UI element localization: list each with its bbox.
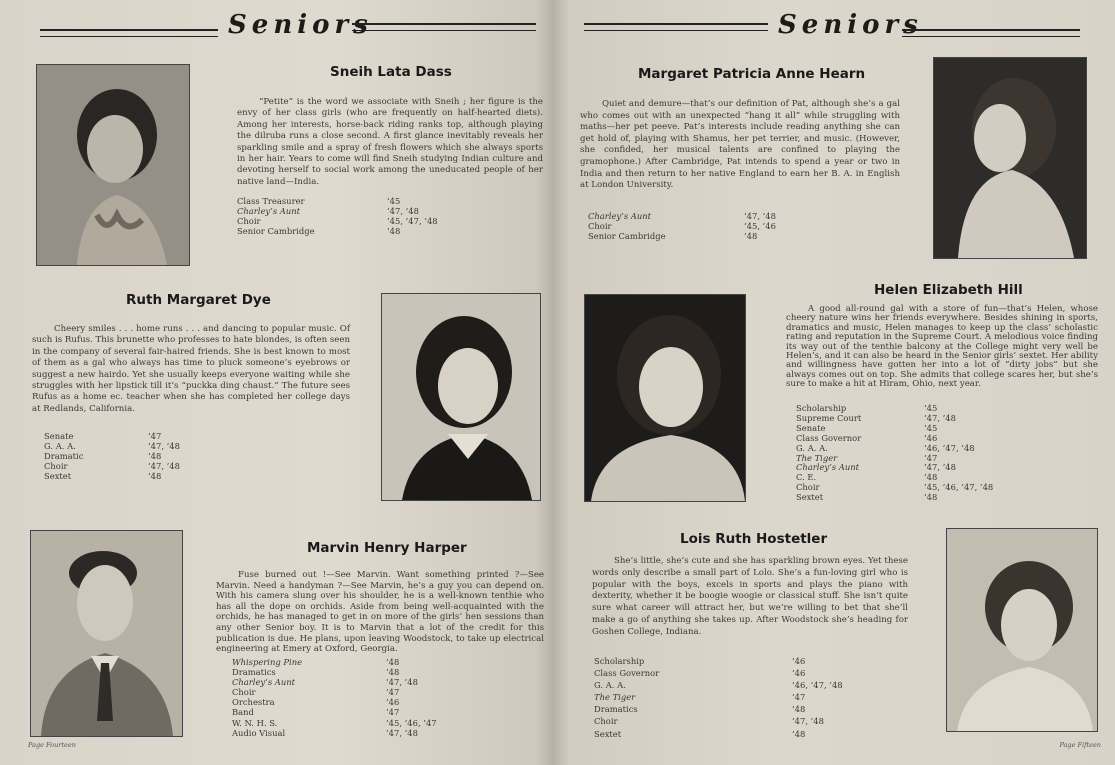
page-number: Page Fifteen [1059, 741, 1101, 749]
activity-row [44, 471, 180, 481]
activity-row [594, 679, 843, 691]
activity-list [237, 196, 438, 236]
activity-row [594, 667, 843, 679]
activity-years: ’47, ’48 [387, 206, 419, 217]
portrait-photo [30, 530, 183, 737]
activity-list [44, 431, 180, 481]
header-rule-right [902, 29, 1080, 37]
activity-name: Scholarship [796, 403, 847, 413]
activity-years: ’45, ’47, ’48 [387, 216, 438, 227]
activity-row [594, 728, 843, 740]
activity-years: ’47 [924, 452, 938, 463]
activity-row [594, 691, 843, 703]
student-name: Helen Elizabeth Hill [874, 282, 1023, 298]
activity-years: ’47, ’48 [386, 677, 418, 688]
activity-name: Senate [44, 431, 74, 441]
activity-row [237, 206, 438, 216]
activity-years: ’47, ’48 [924, 462, 956, 473]
activity-row [232, 677, 437, 687]
activity-list [588, 211, 776, 241]
activity-years: ’45 [924, 422, 938, 433]
activity-name: Choir [588, 221, 612, 232]
activity-name: Choir [237, 216, 261, 227]
header-rule-left [40, 29, 218, 37]
activity-list [594, 655, 843, 740]
activity-name: Charley’s Aunt [237, 206, 300, 217]
left-header [40, 10, 540, 46]
header-rule-right [352, 23, 536, 31]
activity-years: ’48 [924, 492, 938, 503]
activity-years: ’47, ’48 [386, 727, 418, 738]
activity-name: Class Governor [594, 668, 660, 679]
activity-row [796, 493, 993, 503]
activity-name: Whispering Pine [232, 657, 303, 667]
activity-row [237, 226, 438, 236]
activity-row [237, 196, 438, 206]
header-title: Seniors [228, 10, 373, 40]
activity-years: ’46, ’47, ’48 [792, 680, 843, 691]
activity-name: The Tiger [796, 452, 838, 463]
activity-name: Dramatics [232, 667, 276, 678]
activity-row [232, 667, 437, 677]
activity-years: ’46 [792, 668, 806, 679]
page-number: Page Fourteen [28, 741, 76, 749]
activity-years: ’45 [387, 196, 401, 206]
activity-name: G. A. A. [796, 442, 828, 453]
portrait-image [382, 294, 540, 500]
activity-row [232, 697, 437, 707]
portrait-image [31, 531, 182, 736]
activity-name: Orchestra [232, 697, 275, 708]
activity-name: Charley’s Aunt [796, 462, 859, 473]
right-header [584, 10, 1084, 46]
activity-name: The Tiger [594, 692, 636, 703]
activity-row [44, 461, 180, 471]
activity-row [44, 451, 180, 461]
activity-name: W. N. H. S. [232, 717, 278, 728]
activity-years: ’45, ’46, ’47 [386, 717, 437, 728]
activity-name: Sextet [796, 492, 824, 503]
activity-list [796, 404, 993, 503]
activity-row [594, 703, 843, 715]
student-name: Sneih Lata Dass [330, 64, 452, 80]
activity-years: ’48 [148, 451, 162, 462]
student-bio: Cheery smiles . . . home runs . . . and dancing to popular music. Of such is Rufus. This brunette who professes to hate blondes, is often seen in the company of several fair-haired friends. She is best known to most of them as a gal who always has time to pluck someone’s eyebrows or suggest a new hairdo. Yet she usually keeps everyone waiting while she struggles with her lipstick till it’s “puckka ding chaust.” The future sees Rufus as a home ec. teacher when she has completed her college days at Redlands, California. [32, 324, 350, 414]
activity-row [594, 715, 843, 727]
activity-years: ’47, ’48 [744, 211, 776, 221]
activity-years: ’46 [792, 656, 806, 666]
activity-name: Scholarship [594, 656, 645, 666]
activity-row [588, 211, 776, 221]
activity-name: C. E. [796, 472, 817, 483]
activity-name: Senior Cambridge [237, 226, 315, 237]
activity-row [232, 718, 437, 728]
portrait-photo [381, 293, 541, 501]
activity-name: G. A. A. [44, 441, 76, 452]
activity-years: ’45 [924, 403, 938, 413]
activity-row [796, 414, 993, 424]
activity-name: Choir [232, 687, 256, 698]
activity-row [796, 463, 993, 473]
portrait-photo [933, 57, 1087, 259]
activity-years: ’47, ’48 [924, 412, 956, 423]
activity-years: ’47 [386, 687, 400, 698]
activity-row [588, 221, 776, 231]
activity-years: ’47 [792, 692, 806, 703]
student-name: Marvin Henry Harper [307, 540, 467, 556]
header-rule-left [584, 23, 768, 31]
right-page [552, 0, 1115, 765]
activity-years: ’45, ’46, ’47, ’48 [924, 482, 994, 493]
activity-row [44, 441, 180, 451]
activity-row [44, 431, 180, 441]
activity-row [232, 707, 437, 717]
portrait-image [37, 65, 189, 265]
portrait-photo [946, 528, 1098, 732]
student-bio: “Petite” is the word we associate with Sneih ; her figure is the envy of her class girls (who are frequently on half-hearted diets). Among her interests, horse-back riding ranks top, although playing the dilruba runs a close second. A first glance inevitably reveals her sparkling smile and a spray of fresh flowers which she always sports in her hair. Years to come will find Sneih studying Indian culture and devoting herself to social work among the uneducated people of her native land—India. [237, 97, 543, 187]
student-bio: Fuse burned out !—See Marvin. Want something printed ?—See Marvin. Need a handyman ?—See Marvin, he’s a guy you can depend on. With his camera slung over his shoulder, he is a well-known tenthie who has all the dope on orchids. Aside from being well-acquainted with the orchids, he has managed to get in on more of the girls’ hen sessions than any other Senior boy. It is to Marvin that a lot of the credit for this publication is due. He plans, upon leaving Woodstock, to take up electrical engineering at Emery at Oxford, Georgia. [216, 570, 544, 655]
activity-years: ’48 [792, 704, 806, 715]
student-name: Ruth Margaret Dye [126, 292, 271, 308]
activity-name: Band [232, 707, 254, 718]
activity-name: Class Governor [796, 432, 862, 443]
activity-years: ’47, ’48 [148, 441, 180, 452]
activity-years: ’47, ’48 [792, 716, 824, 727]
activity-years: ’48 [386, 667, 400, 678]
student-bio: Quiet and demure—that’s our definition of Pat, although she’s a gal who comes out with an unexpected “hang it all” while struggling with maths—her pet peeve. Pat’s interests include reading anything she can get hold of, playing with Shamus, her pet terrier, and music. (However, she confided, her musical talents are confined to playing the gramophone.) After Cambridge, Pat intends to spend a year or two in India and then return to her native England to earn her B. A. in English at London University. [580, 99, 900, 191]
portrait-image [934, 58, 1086, 258]
activity-years: ’48 [387, 226, 401, 237]
activity-name: Audio Visual [232, 727, 286, 738]
portrait-photo [36, 64, 190, 266]
student-bio: She’s little, she’s cute and she has sparkling brown eyes. Yet these words only describe a small part of Lolo. She’s a fun-loving girl who is popular with the boys, excels in sports and plays the piano with dexterity, whether it be boogie woogie or classical stuff. She isn’t quite sure what career will attract her, but we’re willing to bet that she’ll make a go of anything she takes up. After Woodstock she’s heading for Goshen College, Indiana. [592, 556, 908, 637]
student-name: Lois Ruth Hostetler [680, 531, 828, 547]
activity-row [232, 687, 437, 697]
activity-row [237, 216, 438, 226]
activity-name: Class Treasurer [237, 196, 305, 206]
portrait-image [947, 529, 1097, 731]
header-title: Seniors [778, 10, 923, 40]
activity-years: ’47, ’48 [148, 461, 180, 472]
activity-years: ’47 [386, 707, 400, 718]
activity-row [594, 655, 843, 667]
activity-row [796, 483, 993, 493]
activity-name: Choir [796, 482, 820, 493]
activity-years: ’46 [924, 432, 938, 443]
activity-list [232, 657, 437, 738]
activity-name: Senior Cambridge [588, 231, 666, 242]
activity-row [588, 231, 776, 241]
student-bio: A good all-round gal with a store of fun—that’s Helen, whose cheery nature wins her friends everywhere. Besides shining in sports, dramatics and music, Helen manages to keep up the class’ scholastic rating and reputation in the Supreme Court. A melodious voice finding its way out of the tenthie balcony at the College might very well be Helen’s, and it can also be heard in the Senior girls’ sextet. Her ability and willingness have gotten her into a lot of “dirty jobs” but she always comes out on top. She admits that college scares her, but she’s sure to make a hit at Hiram, Ohio, next year. [786, 304, 1098, 390]
activity-name: Sextet [44, 471, 72, 482]
activity-name: G. A. A. [594, 680, 626, 691]
activity-years: ’47 [148, 431, 162, 441]
activity-name: Charley’s Aunt [588, 211, 651, 221]
activity-years: ’48 [792, 728, 806, 739]
activity-name: Dramatics [594, 704, 638, 715]
activity-years: ’48 [148, 471, 162, 482]
activity-name: Supreme Court [796, 412, 862, 423]
student-name: Margaret Patricia Anne Hearn [638, 66, 866, 82]
activity-row [232, 657, 437, 667]
activity-name: Sextet [594, 728, 622, 739]
activity-name: Choir [594, 716, 618, 727]
activity-years: ’46 [386, 697, 400, 708]
activity-name: Senate [796, 422, 826, 433]
activity-name: Charley’s Aunt [232, 677, 295, 688]
portrait-photo [584, 294, 746, 502]
activity-name: Dramatic [44, 451, 84, 462]
activity-row [232, 728, 437, 738]
portrait-image [585, 295, 745, 501]
left-page [0, 0, 552, 765]
activity-years: ’46, ’47, ’48 [924, 442, 975, 453]
activity-years: ’48 [744, 231, 758, 242]
activity-years: ’48 [386, 657, 400, 667]
activity-years: ’48 [924, 472, 938, 483]
activity-years: ’45, ’46 [744, 221, 776, 232]
activity-name: Choir [44, 461, 68, 472]
